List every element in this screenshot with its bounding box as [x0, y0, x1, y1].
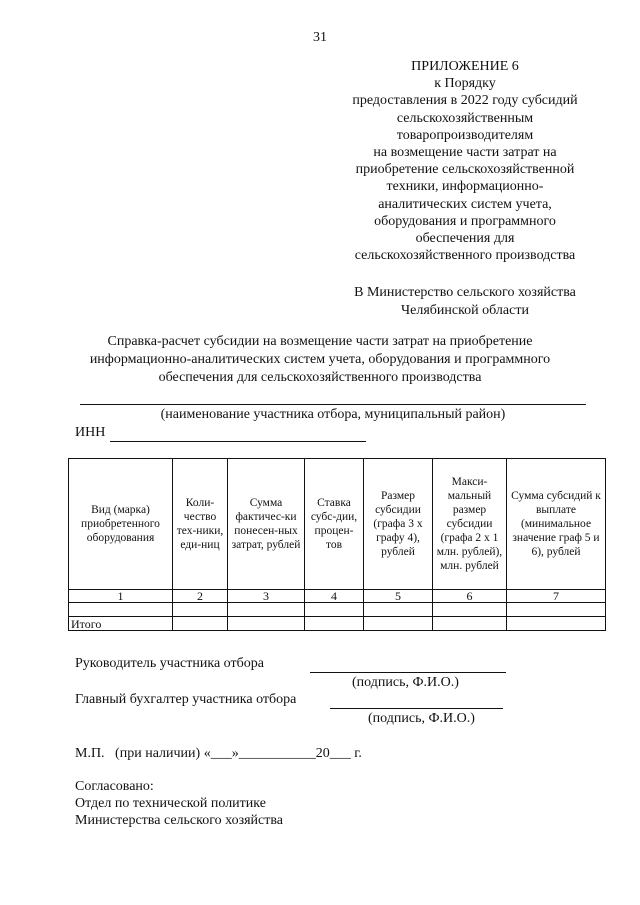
- inn-line: [110, 441, 366, 442]
- inn-label: ИНН: [75, 425, 106, 440]
- table-cell[interactable]: [173, 617, 228, 631]
- table-cell[interactable]: [507, 617, 606, 631]
- table-header-cell: Сумма фактичес-ки понесен-ных затрат, рублей: [228, 459, 305, 590]
- head-hint: (подпись, Ф.И.О.): [352, 675, 459, 690]
- appendix-line: оборудования и программного: [374, 213, 556, 229]
- appendix-line: аналитических систем учета,: [378, 196, 552, 212]
- table-header-cell: Размер субсидии (графа 3 х графу 4), рублей: [364, 459, 433, 590]
- recipient-line: В Министерство сельского хозяйства: [354, 285, 576, 300]
- appendix-line: товаропроизводителям: [396, 127, 534, 143]
- total-row: [69, 617, 606, 631]
- appendix-line: предоставления в 2022 году субсидий: [352, 93, 578, 109]
- appendix-line: обеспечения для: [415, 231, 515, 247]
- table-cell[interactable]: [228, 603, 305, 617]
- column-number: 4: [305, 590, 364, 603]
- table-header-cell: Ставка субс-дии, процен-тов: [305, 459, 364, 590]
- appendix-line: ПРИЛОЖЕНИЕ 6: [411, 59, 519, 74]
- recipient-line: Челябинской области: [401, 303, 529, 318]
- column-number: 1: [69, 590, 173, 603]
- title-line: обеспечения для сельскохозяйственного производства: [158, 370, 482, 385]
- appendix-line: к Порядку: [434, 76, 496, 92]
- table-cell[interactable]: [507, 603, 606, 617]
- participant-name-line: [80, 404, 586, 405]
- table-cell[interactable]: [364, 617, 433, 631]
- appendix-line: на возмещение части затрат на: [373, 145, 557, 161]
- table-cell[interactable]: [433, 617, 507, 631]
- document-title: [60, 333, 580, 387]
- head-label: Руководитель участника отбора: [75, 656, 264, 671]
- column-number: 7: [507, 590, 606, 603]
- table-cell[interactable]: [305, 603, 364, 617]
- agreed-line: Министерства сельского хозяйства: [75, 813, 284, 828]
- participant-hint: (наименование участника отбора, муниципальный район): [160, 407, 506, 422]
- accountant-hint: (подпись, Ф.И.О.): [368, 711, 475, 726]
- subsidy-table: [68, 458, 606, 631]
- appendix-line: приобретение сельскохозяйственной: [355, 162, 575, 178]
- column-number: 2: [173, 590, 228, 603]
- table-cell[interactable]: [69, 603, 173, 617]
- agreed-block: [75, 778, 283, 829]
- appendix-block: [300, 58, 630, 264]
- table-cell[interactable]: [305, 617, 364, 631]
- column-number-row: [69, 590, 606, 603]
- table-cell[interactable]: [228, 617, 305, 631]
- table-header-cell: Сумма субсидий к выплате (минимальное значение граф 5 и 6), рублей: [507, 459, 606, 590]
- appendix-line: техники, информационно-: [386, 179, 544, 195]
- table-cell[interactable]: [364, 603, 433, 617]
- recipient-block: [300, 284, 630, 320]
- column-number: 5: [364, 590, 433, 603]
- column-number: 6: [433, 590, 507, 603]
- agreed-label: Согласовано:: [75, 779, 154, 794]
- total-label: Итого: [69, 617, 173, 631]
- table-row: [69, 603, 606, 617]
- agreed-line: Отдел по технической политике: [75, 796, 266, 811]
- table-cell[interactable]: [173, 603, 228, 617]
- table-header-row: [69, 459, 606, 590]
- title-line: Справка-расчет субсидии на возмещение части затрат на приобретение: [107, 334, 533, 349]
- appendix-line: сельскохозяйственного производства: [354, 248, 576, 264]
- table-header-cell: Макси-мальный размер субсидии (графа 2 х 1 млн. рублей), млн. рублей: [433, 459, 507, 590]
- head-signature-line: [310, 672, 506, 673]
- table-header-cell: Вид (марка) приобретенного оборудования: [69, 459, 173, 590]
- page-number: 31: [313, 30, 327, 45]
- table-cell[interactable]: [433, 603, 507, 617]
- title-line: информационно-аналитических систем учета, оборудования и программного: [89, 352, 551, 367]
- table-header-cell: Коли-чество тех-ники, еди-ниц: [173, 459, 228, 590]
- column-number: 3: [228, 590, 305, 603]
- stamp-line: М.П. (при наличии) «___»___________20___ г.: [75, 746, 362, 761]
- accountant-label: Главный бухгалтер участника отбора: [75, 692, 297, 707]
- appendix-line: сельскохозяйственным: [396, 110, 534, 126]
- accountant-signature-line: [330, 708, 503, 709]
